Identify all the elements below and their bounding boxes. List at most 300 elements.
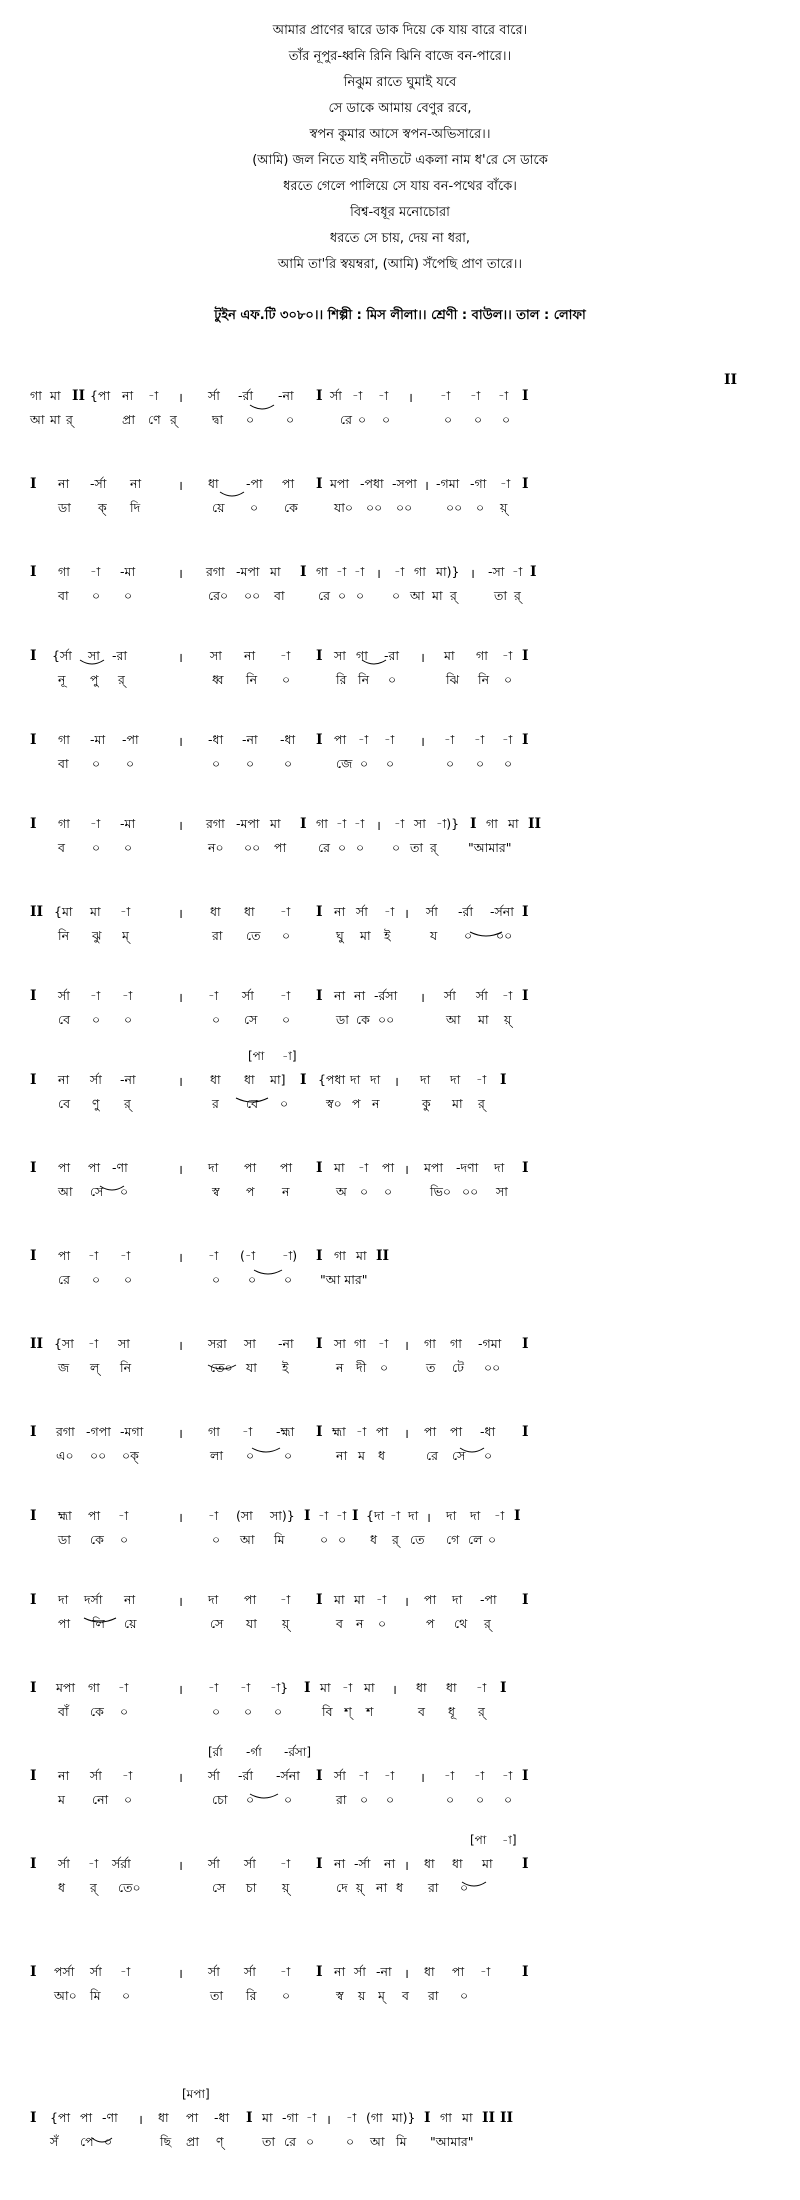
lyric-syllable: পা — [274, 840, 287, 855]
swara-note: পা — [58, 1248, 71, 1263]
lyric-syllable: ডা — [58, 1532, 71, 1547]
lyric-syllable: ন — [356, 1616, 364, 1631]
alternate-notation: -া] — [502, 1833, 517, 1847]
swara-note: -া — [208, 1508, 219, 1523]
swara-note: না — [334, 1856, 346, 1871]
swara-note: মা — [320, 1680, 331, 1695]
bar-line: । — [178, 1339, 183, 1354]
alternate-notation: -র্রসা] — [284, 1745, 312, 1759]
swara-note: ধা — [244, 904, 255, 919]
lyric-syllable: মা — [452, 1096, 463, 1111]
swara-note: -া — [476, 1680, 487, 1695]
lyric-syllable: ০ — [476, 1792, 485, 1807]
swara-note: -া — [358, 1160, 369, 1175]
lyric-syllable: ০ — [124, 1792, 133, 1807]
bar-line: । — [178, 1427, 183, 1442]
swara-note: -া — [306, 2110, 317, 2125]
bar-line: I — [316, 1964, 323, 1980]
swara-note: না — [334, 1964, 346, 1979]
lyric-line: তাঁর নূপুর-ধ্বনি রিনি ঝিনি বাজে বন-পারে।। — [288, 49, 512, 64]
lyric-syllable: দে — [336, 1880, 348, 1895]
lyric-syllable: না — [376, 1880, 388, 1895]
bar-line: । — [178, 735, 183, 750]
lyric-syllable: ম — [358, 1448, 365, 1463]
swara-note: -া — [352, 388, 363, 403]
swara-note: -া — [336, 816, 347, 831]
lyric-syllable: র্ — [118, 672, 125, 687]
bar-line: । — [420, 735, 425, 750]
swara-note: -া — [480, 1964, 491, 1979]
swara-note: র্সা — [334, 1768, 346, 1783]
swara-note: -পধা — [360, 476, 384, 491]
lyric-syllable: আ — [446, 1012, 461, 1027]
swara-note: -া — [476, 1072, 487, 1087]
swara-note: -া — [470, 388, 481, 403]
notation-line — [0, 988, 800, 1044]
lyric-syllable: ০০ — [90, 1448, 107, 1463]
lyric-syllable: তা — [210, 1988, 224, 2003]
swara-note: -া — [394, 564, 405, 579]
swara-note: গা — [58, 816, 70, 831]
swara-note: -া — [122, 988, 133, 1003]
lyric-syllable: ০ — [444, 412, 453, 427]
lyric-syllable: ক্ — [98, 500, 107, 515]
lyric-syllable: ০ — [282, 672, 291, 687]
notation-line — [0, 1336, 800, 1392]
bar-line: । — [178, 1595, 183, 1610]
lyric-syllable: ০ — [356, 588, 365, 603]
lyric-line: ধরতে সে চায়, দেয় না ধরা, — [329, 231, 471, 246]
bar-line: I — [522, 476, 529, 492]
swara-note: ধা — [424, 1964, 435, 1979]
lyric-syllable: পু — [90, 672, 99, 687]
swara-note: মা — [354, 1592, 365, 1607]
lyric-syllable: ০ — [212, 1012, 221, 1027]
swara-note: দা — [370, 1072, 381, 1087]
lyric-syllable: ধ — [370, 1532, 378, 1547]
lyric-syllable: প — [352, 1096, 361, 1111]
lyric-syllable: ০০ — [396, 500, 413, 515]
lyric-syllable: ঘু — [336, 928, 344, 943]
lyric-syllable: ০ — [474, 412, 483, 427]
swara-note: মা)} — [436, 564, 460, 579]
bar-line: I — [30, 1424, 37, 1440]
lyric-syllable: ন০ — [208, 840, 224, 855]
lyric-syllable: তে০ — [210, 1360, 233, 1375]
lyric-syllable: য়্ — [356, 1880, 364, 1895]
alternate-notation: [পা — [248, 1049, 265, 1063]
lyric-syllable: মা — [478, 1012, 489, 1027]
lyric-syllable: ন — [372, 1096, 380, 1111]
lyric-syllable: য়্ — [504, 1012, 512, 1027]
bar-line: I — [352, 1508, 359, 1524]
alternate-notation: -র্গা — [246, 1745, 262, 1759]
swara-note: -া) — [282, 1248, 298, 1263]
bar-line: I — [530, 564, 537, 580]
lyric-syllable: "আ মার" — [320, 1272, 368, 1287]
swara-note: গা — [414, 564, 426, 579]
lyric-syllable: ০ — [356, 840, 365, 855]
swara-note: ধা — [452, 1856, 463, 1871]
notation-line — [0, 1424, 800, 1480]
bar-line: I — [30, 1248, 37, 1264]
lyric-syllable: অ — [336, 1184, 347, 1199]
lyric-syllable: রা — [212, 928, 223, 943]
notation-line — [0, 904, 800, 960]
bar-line: । — [178, 1859, 183, 1874]
lyric-syllable: ঝু — [92, 928, 102, 943]
bar-line: । — [424, 479, 429, 494]
notation-line — [0, 476, 800, 532]
swara-note: {সা — [54, 1336, 74, 1351]
bar-line: I — [304, 1508, 311, 1524]
lyric-syllable: ধ — [58, 1880, 66, 1895]
swara-note: -রা — [112, 648, 128, 663]
swara-note: পা — [334, 732, 347, 747]
swara-note: -র্সনা — [276, 1768, 300, 1783]
lyric-syllable: চা — [246, 1880, 257, 1895]
swara-note: মা — [364, 1680, 375, 1695]
swara-note: দা — [446, 1508, 457, 1523]
swara-note: মা — [50, 388, 61, 403]
lyric-syllable: ই — [282, 1360, 289, 1375]
lyric-syllable: ০ — [124, 840, 133, 855]
swara-note: মা)} — [392, 2110, 416, 2125]
lyric-syllable: য়্ — [282, 1880, 290, 1895]
swara-note: -া — [318, 1508, 329, 1523]
lyric-syllable: ডা — [336, 1012, 349, 1027]
swara-note: -া — [336, 564, 347, 579]
swara-note: -া — [88, 1856, 99, 1871]
bar-line: । — [392, 1683, 397, 1698]
lyric-syllable: ০ — [284, 1792, 293, 1807]
lyric-syllable: ০ — [280, 1096, 289, 1111]
lyric-syllable: লি — [92, 1616, 105, 1631]
swara-note: ধা — [210, 1072, 221, 1087]
swara-note: গা — [450, 1336, 462, 1351]
swara-note: ধা — [416, 1680, 427, 1695]
lyric-syllable: রে০ — [208, 588, 229, 603]
lyric-syllable: ই — [384, 928, 391, 943]
swara-note: দা — [58, 1592, 69, 1607]
bar-line: । — [404, 1859, 409, 1874]
lyric-syllable: র্ — [484, 1616, 491, 1631]
swara-note: -হ্মা — [276, 1424, 295, 1439]
lyric-syllable: ০ — [338, 588, 347, 603]
swara-note: দর্সা — [84, 1592, 103, 1607]
bar-line: । — [394, 1075, 399, 1090]
bar-line: I — [30, 564, 37, 580]
lyric-syllable: মি — [274, 1532, 285, 1547]
lyric-syllable: সঁ — [50, 2134, 59, 2149]
swara-note: র্সর্রা — [112, 1856, 131, 1871]
bar-line: I — [522, 1160, 529, 1176]
bar-line: I — [316, 1160, 323, 1176]
swara-note: -া — [280, 1964, 291, 1979]
bar-line: I — [316, 1768, 323, 1784]
swara-note: মপা — [330, 476, 350, 491]
bar-line: II II — [482, 2110, 514, 2126]
swara-note: -র্রা — [238, 388, 254, 403]
lyric-syllable: ০ — [124, 1272, 133, 1287]
bar-line: I — [316, 648, 323, 664]
swara-note: -সা — [488, 564, 505, 579]
swara-note: -া — [346, 2110, 357, 2125]
swara-note: -গপা — [86, 1424, 111, 1439]
lyric-syllable: ০ — [248, 1272, 257, 1287]
swara-note: -না — [278, 388, 294, 403]
swara-note: র্সা — [58, 1856, 70, 1871]
bar-line: I — [30, 1160, 37, 1176]
swara-note: পা — [88, 1508, 101, 1523]
lyric-syllable: সে — [452, 1448, 466, 1463]
lyric-syllable: ০ — [246, 1792, 255, 1807]
bar-line: I — [470, 816, 477, 832]
lyric-syllable: ০ — [92, 840, 101, 855]
swara-note: (-া — [240, 1248, 256, 1263]
bar-line: I — [316, 1856, 323, 1872]
swara-note: দা — [420, 1072, 431, 1087]
bar-line: I — [522, 1856, 529, 1872]
bar-line: I — [304, 1680, 311, 1696]
swara-note: গা — [316, 564, 328, 579]
swara-note: গা — [356, 648, 368, 663]
lyric-syllable: ০ — [120, 1704, 129, 1719]
swara-note: দা — [470, 1508, 481, 1523]
swara-note: -ধা — [214, 2110, 230, 2125]
lyric-syllable: রা — [428, 1880, 439, 1895]
lyric-syllable: জে — [336, 756, 353, 771]
lyric-syllable: ল্ — [90, 1360, 100, 1375]
notation-line — [0, 732, 800, 788]
bar-line: I — [522, 648, 529, 664]
lyric-syllable: ০ — [360, 756, 369, 771]
swara-note: -া — [118, 1508, 129, 1523]
swara-note: {পা — [50, 2110, 71, 2125]
lyric-syllable: ব — [58, 840, 65, 855]
bar-line: । — [470, 567, 475, 582]
lyric-syllable: র্ — [392, 1532, 399, 1547]
swara-note: -া — [376, 1592, 387, 1607]
swara-note: দা — [208, 1160, 219, 1175]
lyric-syllable: ০ — [92, 1272, 101, 1287]
lyric-line: স্বপন কুমার আসে স্বপন-অভিসারে।। — [309, 127, 491, 142]
swara-note: -া — [384, 732, 395, 747]
lyric-syllable: গে — [446, 1532, 460, 1547]
lyric-syllable: "আমার" — [468, 840, 512, 855]
lyric-syllable: নি — [58, 928, 70, 943]
lyric-syllable: ০ — [488, 1532, 497, 1547]
swara-note: হ্মা — [332, 1424, 346, 1439]
bar-line: I — [316, 1248, 323, 1264]
lyric-syllable: নি — [478, 672, 490, 687]
lyric-syllable: রে — [426, 1448, 438, 1463]
swara-note: -না — [376, 1964, 392, 1979]
swara-note: মা — [90, 904, 101, 919]
lyric-syllable: জ — [58, 1360, 70, 1375]
lyric-syllable: ০ — [382, 412, 391, 427]
lyric-syllable: ০ — [92, 756, 101, 771]
bar-line: II — [528, 816, 542, 832]
lyric-syllable: "আমার" — [430, 2134, 474, 2149]
bar-line: । — [178, 1251, 183, 1266]
lyric-syllable: যা — [246, 1616, 257, 1631]
lyric-syllable: ০ — [358, 412, 367, 427]
swara-note: -া — [384, 904, 395, 919]
swara-note: -া — [280, 1856, 291, 1871]
bar-line: I — [30, 988, 37, 1004]
alternate-notation: [মপা] — [182, 2087, 210, 2101]
swara-note: সা — [334, 648, 346, 663]
lyric-syllable: য — [430, 928, 438, 943]
lyric-syllable: ০ — [126, 756, 135, 771]
bar-line: । — [426, 1511, 431, 1526]
swara-note: -া — [354, 564, 365, 579]
bar-line: II — [72, 388, 86, 404]
swara-note: {দা — [366, 1508, 385, 1523]
swara-note: র্সা — [242, 988, 254, 1003]
swara-note: -া — [118, 1680, 129, 1695]
notation-line — [0, 816, 800, 872]
lyric-syllable: রে — [58, 1272, 70, 1287]
swara-note: -া — [208, 988, 219, 1003]
lyric-syllable: না — [336, 1448, 348, 1463]
bar-line: I — [300, 1072, 307, 1088]
swara-note: -া — [90, 564, 101, 579]
lyric-syllable: ০ — [460, 1988, 469, 2003]
bar-line: I — [30, 648, 37, 664]
swara-note: ধা — [424, 1856, 435, 1871]
lyric-syllable: ০০ — [496, 928, 513, 943]
swara-note: না — [334, 904, 346, 919]
swara-note: গা — [334, 1248, 346, 1263]
lyric-syllable: ০ — [392, 840, 401, 855]
bar-line: I — [500, 1680, 507, 1696]
lyric-syllable: প্রা — [186, 2134, 199, 2149]
lyric-syllable: ধ্ব — [212, 672, 224, 687]
bar-line: I — [316, 904, 323, 920]
lyric-syllable: ০ — [120, 1532, 129, 1547]
swara-note: র্সা — [208, 1856, 220, 1871]
lyric-syllable: ব — [336, 1616, 343, 1631]
swara-note: না — [58, 1072, 70, 1087]
lyric-syllable: সে — [244, 1012, 258, 1027]
lyric-syllable: কে — [90, 1532, 104, 1547]
lyric-syllable: ০ — [246, 756, 255, 771]
lyric-syllable: রে — [340, 412, 352, 427]
swara-note: মা — [270, 564, 281, 579]
swara-note: পা — [382, 1160, 395, 1175]
swara-note: -া — [208, 1680, 219, 1695]
swara-note: -া — [378, 388, 389, 403]
swara-note: ধা — [208, 476, 219, 491]
swara-note: -র্সা — [90, 476, 107, 491]
lyric-syllable: নো — [92, 1792, 109, 1807]
swara-note: {র্সা — [52, 648, 72, 663]
swara-note: {পা — [90, 388, 111, 403]
swara-note: (গা — [366, 2110, 383, 2125]
lyric-syllable: তে০ — [118, 1880, 141, 1895]
lyric-syllable: ণে — [148, 412, 161, 427]
lyric-syllable: সে — [212, 1880, 226, 1895]
swara-note: {মা — [54, 904, 73, 919]
bar-line: । — [178, 1163, 183, 1178]
swara-note: সা — [88, 648, 100, 663]
swara-note: -া — [358, 1768, 369, 1783]
swara-note: -া — [88, 1248, 99, 1263]
notation-line — [0, 1680, 800, 1736]
lyric-syllable: এ০ — [56, 1448, 74, 1463]
notation-line — [0, 1508, 800, 1564]
bar-line: । — [178, 819, 183, 834]
swara-note: ধা — [446, 1680, 457, 1695]
swara-note: মা — [334, 1160, 345, 1175]
bar-line: । — [404, 1595, 409, 1610]
lyric-syllable: ০০ — [446, 500, 463, 515]
lyric-syllable: ছি — [160, 2134, 172, 2149]
lyric-syllable: লা — [210, 1448, 223, 1463]
lyric-syllable: ০ — [244, 1704, 253, 1719]
swara-note: মা — [262, 2110, 273, 2125]
swara-note: র্সা — [90, 1072, 102, 1087]
bar-line: I — [514, 1508, 521, 1524]
bar-line: । — [420, 651, 425, 666]
swara-note: -া — [120, 1964, 131, 1979]
swara-note: -র্রা — [458, 904, 474, 919]
lyric-syllable: ০ — [92, 588, 101, 603]
lyric-syllable: ০ — [246, 412, 255, 427]
lyric-line: (আমি) জল নিতে যাই নদীতটে একলা নাম ধ'রে সে ডাকে — [252, 153, 548, 168]
lyric-syllable: মা — [360, 928, 371, 943]
lyric-syllable: ০ — [284, 1448, 293, 1463]
lyric-syllable: বে — [58, 1096, 71, 1111]
bar-line: I — [30, 476, 37, 492]
lyric-syllable: ব — [402, 1988, 409, 2003]
bar-line: I — [246, 2110, 253, 2126]
swara-note: মা — [356, 1248, 367, 1263]
bar-line: I — [522, 732, 529, 748]
lyric-syllable: ০ — [446, 756, 455, 771]
swara-note: সরা — [208, 1336, 227, 1351]
lyric-syllable: প — [426, 1616, 435, 1631]
bar-line: I — [522, 1768, 529, 1784]
lyric-syllable: থে — [454, 1616, 468, 1631]
lyric-line: আমি তা'রি স্বয়ম্বরা, (আমি) সঁপেছি প্রাণ তারে।। — [277, 257, 523, 272]
lyric-syllable: ত — [426, 1360, 436, 1375]
lyric-syllable: ০ — [212, 1532, 221, 1547]
lyric-syllable: ০ — [212, 756, 221, 771]
swara-note: র্সা — [354, 1964, 366, 1979]
swara-note: -া — [384, 1768, 395, 1783]
bar-line: I — [522, 1424, 529, 1440]
lyric-syllable: দ্বা — [212, 412, 224, 427]
swara-note: গা — [58, 732, 70, 747]
notation-line — [0, 1964, 800, 2020]
swara-note: সা)} — [270, 1508, 295, 1523]
lyric-syllable: দী — [356, 1360, 367, 1375]
bar-line: I — [500, 1072, 507, 1088]
lyric-syllable: ০ — [346, 2134, 355, 2149]
lyric-syllable: ০ — [122, 1988, 131, 2003]
lyric-syllable: মা — [50, 412, 61, 427]
lyric-syllable: ০০ — [484, 1360, 501, 1375]
lyric-syllable: ০ — [360, 1792, 369, 1807]
swara-note: -না — [242, 732, 258, 747]
swara-note: -া — [88, 1336, 99, 1351]
swara-note: র্সা — [444, 988, 456, 1003]
swara-note: মপা — [56, 1680, 76, 1695]
bar-line: I — [316, 988, 323, 1004]
